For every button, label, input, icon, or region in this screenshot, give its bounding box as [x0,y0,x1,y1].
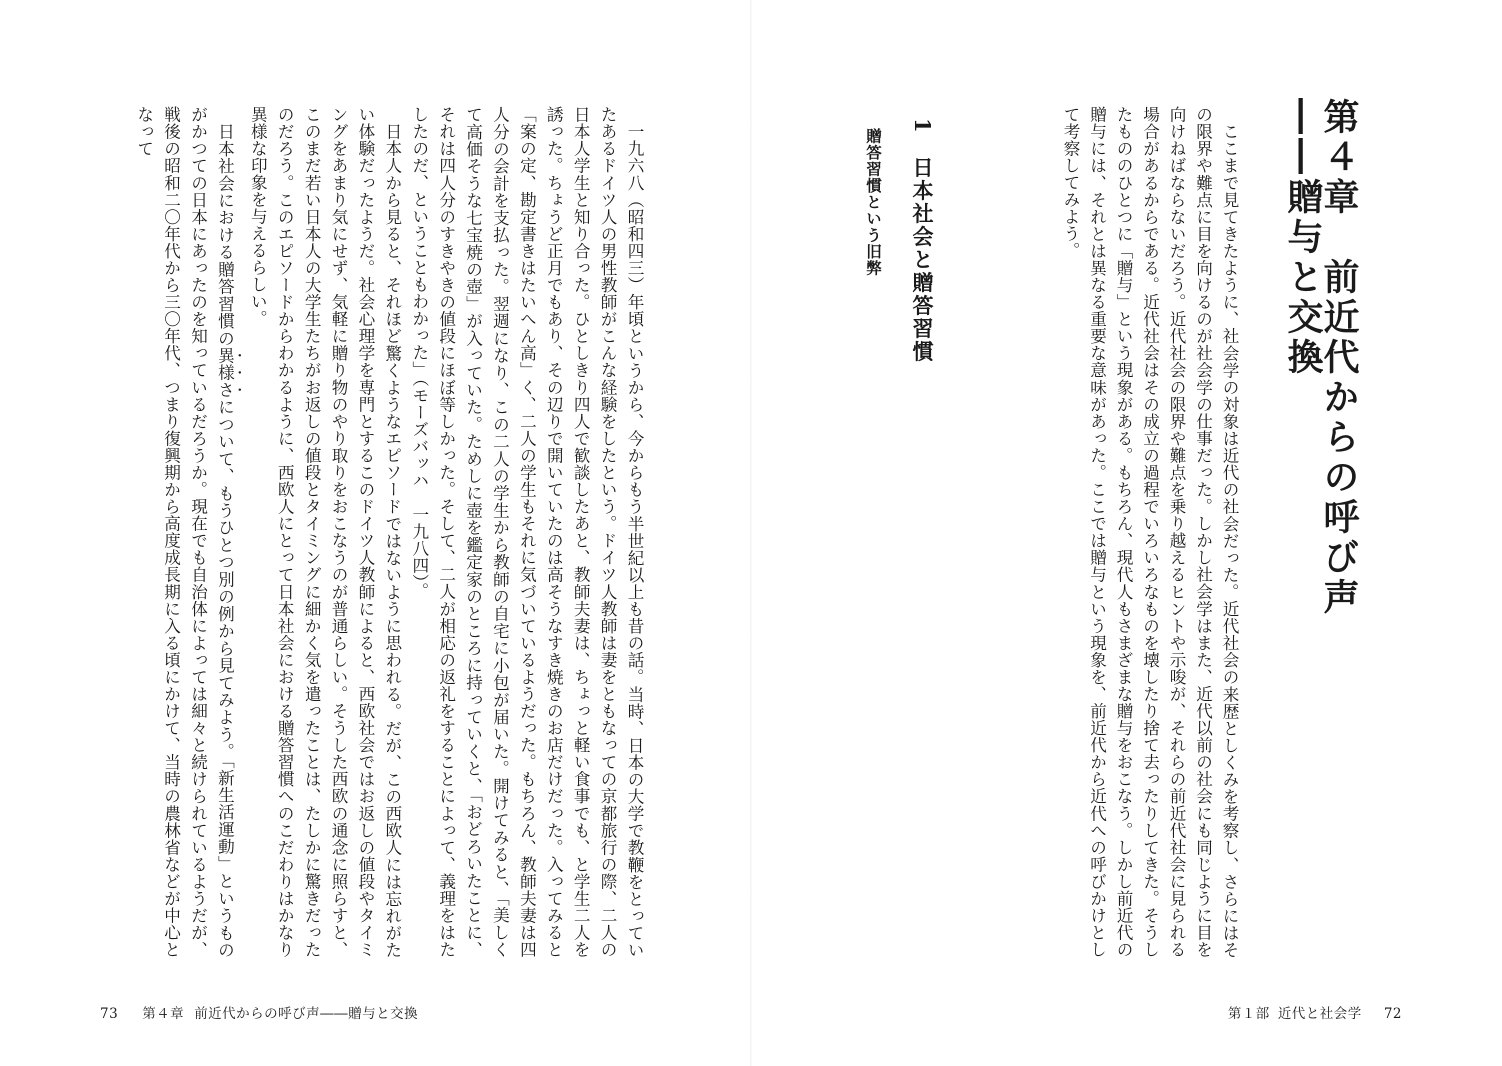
right-page-number: 72 [1383,1006,1402,1022]
body-paragraph-3 [130,106,244,958]
emphasized-word: 異様さ [215,346,235,399]
intro-paragraph: ここまで見てきたように、社会学の対象は近代の社会だった。近代社会の来歴としくみを考察し、さらにはその限界や難点に目を向けるのが社会学の仕事だった。しかし社会学はまた、近代以前の社会にも同じように目を向けねばならないだろう。近代社会の限界や難点を乗り越えるヒントや示唆が、それらの前近代社会に見られる場合があるからである。近代社会はその成立の過程でいろいろなものを壊したり捨て去ったりしてきた。そうしたもののひとつに「贈与」という現象がある。もちろん、現代人もさまざまな贈与をおこなう。しかし前近代の贈与には、それとは異なる重要な意味があった。ここでは贈与という現象を、前近代から近代への呼びかけとして考察してみよう。 [1061,106,1239,958]
left-page-number: 73 [100,1006,119,1022]
section-heading [907,118,937,518]
main-body-text [107,106,647,958]
footer-part-label: 第１部 [1227,1006,1270,1022]
chapter-title: 第４章 前近代からの呼び声――贈与と交換 [1282,98,1360,618]
section-title: 日本社会と贈答習慣 [910,156,935,364]
page-gutter [750,0,752,1066]
subsection-heading: 贈答習慣という旧弊 [864,128,882,277]
footer-chapter-title: 前近代からの呼び声――贈与と交換 [194,1006,419,1022]
body-paragraph-2: 日本人から見ると、それほど驚くようなエピソードではないように思われる。だが、この西欧人には忘れがたい体験だったようだ。社会心理学を専門とするこのドイツ人教師によると、西欧社会ではお返しの値段やタイミングをあまり気にせず、気軽に贈り物のやり取りをおこなうのが普通らしい。そうした西欧の通念に照らすと、このまだ若い日本人の大学生たちがお返しの値段とタイミングに細かく気を遣ったことは、たしかに驚きだったのだろう。このエピソードからわかるように、西欧人にとって日本社会における贈答習慣へのこだわりはかなり異様な印象を与えるらしい。 [248,106,402,958]
right-page-footer [1228,1002,1402,1022]
body-paragraph-1: 一九六八（昭和四三）年頃というから、今からもう半世紀以上も昔の話。当時、日本の大学で教鞭をとっていたあるドイツ人の男性教師がこんな経験をしたという。ドイツ人教師は妻をともなっての京都旅行の際、二人の日本人学生と知り合った。ひとしきり四人で歓談したあと、教師夫妻は、ちょっと軽い食事でも、と学生二人を誘った。ちょうど正月でもあり、その辺りで開いていたのは高そうなすき焼きのお店だけだった。入ってみると「案の定、勘定書きはたいへん高」く、二人の学生もそれに気づいているようだった。もちろん、教師夫妻は四人分の会計を支払った。翌週になり、この二人の学生から教師の自宅に小包が届いた。開けてみると、「美しくて高価そうな七宝焼の壺」が入っていた。ためしに壺を鑑定家のところに持っていくと、「おどろいたことに、それは四人分のすきやきの値段にほぼ等しかった。そして、二人が相応の返礼をすることによって、義理をはたしたのだ、ということもわかった」（モーズバッハ 一九八四）。 [409,106,644,958]
paragraph-3-start: 日本社会における贈答習慣の [215,122,235,347]
section-number: 1 [910,118,935,135]
left-page-footer [100,1002,418,1022]
paragraph-3-rest: について、もうひとつ別の例から見てみよう。「新生活運動」というものがかつての日本にあったのを知っているだろうか。現在でも自治体によっては細々と続けられているようだが、戦後の昭和二〇年代から三〇年代、つまり復興期から高度成長期に入る頃にかけて、当時の農林省などが中心となって [134,106,235,958]
footer-chapter-label: 第４章 [142,1006,185,1022]
chapter-intro [977,106,1242,958]
footer-part-title: 近代と社会学 [1277,1006,1362,1022]
